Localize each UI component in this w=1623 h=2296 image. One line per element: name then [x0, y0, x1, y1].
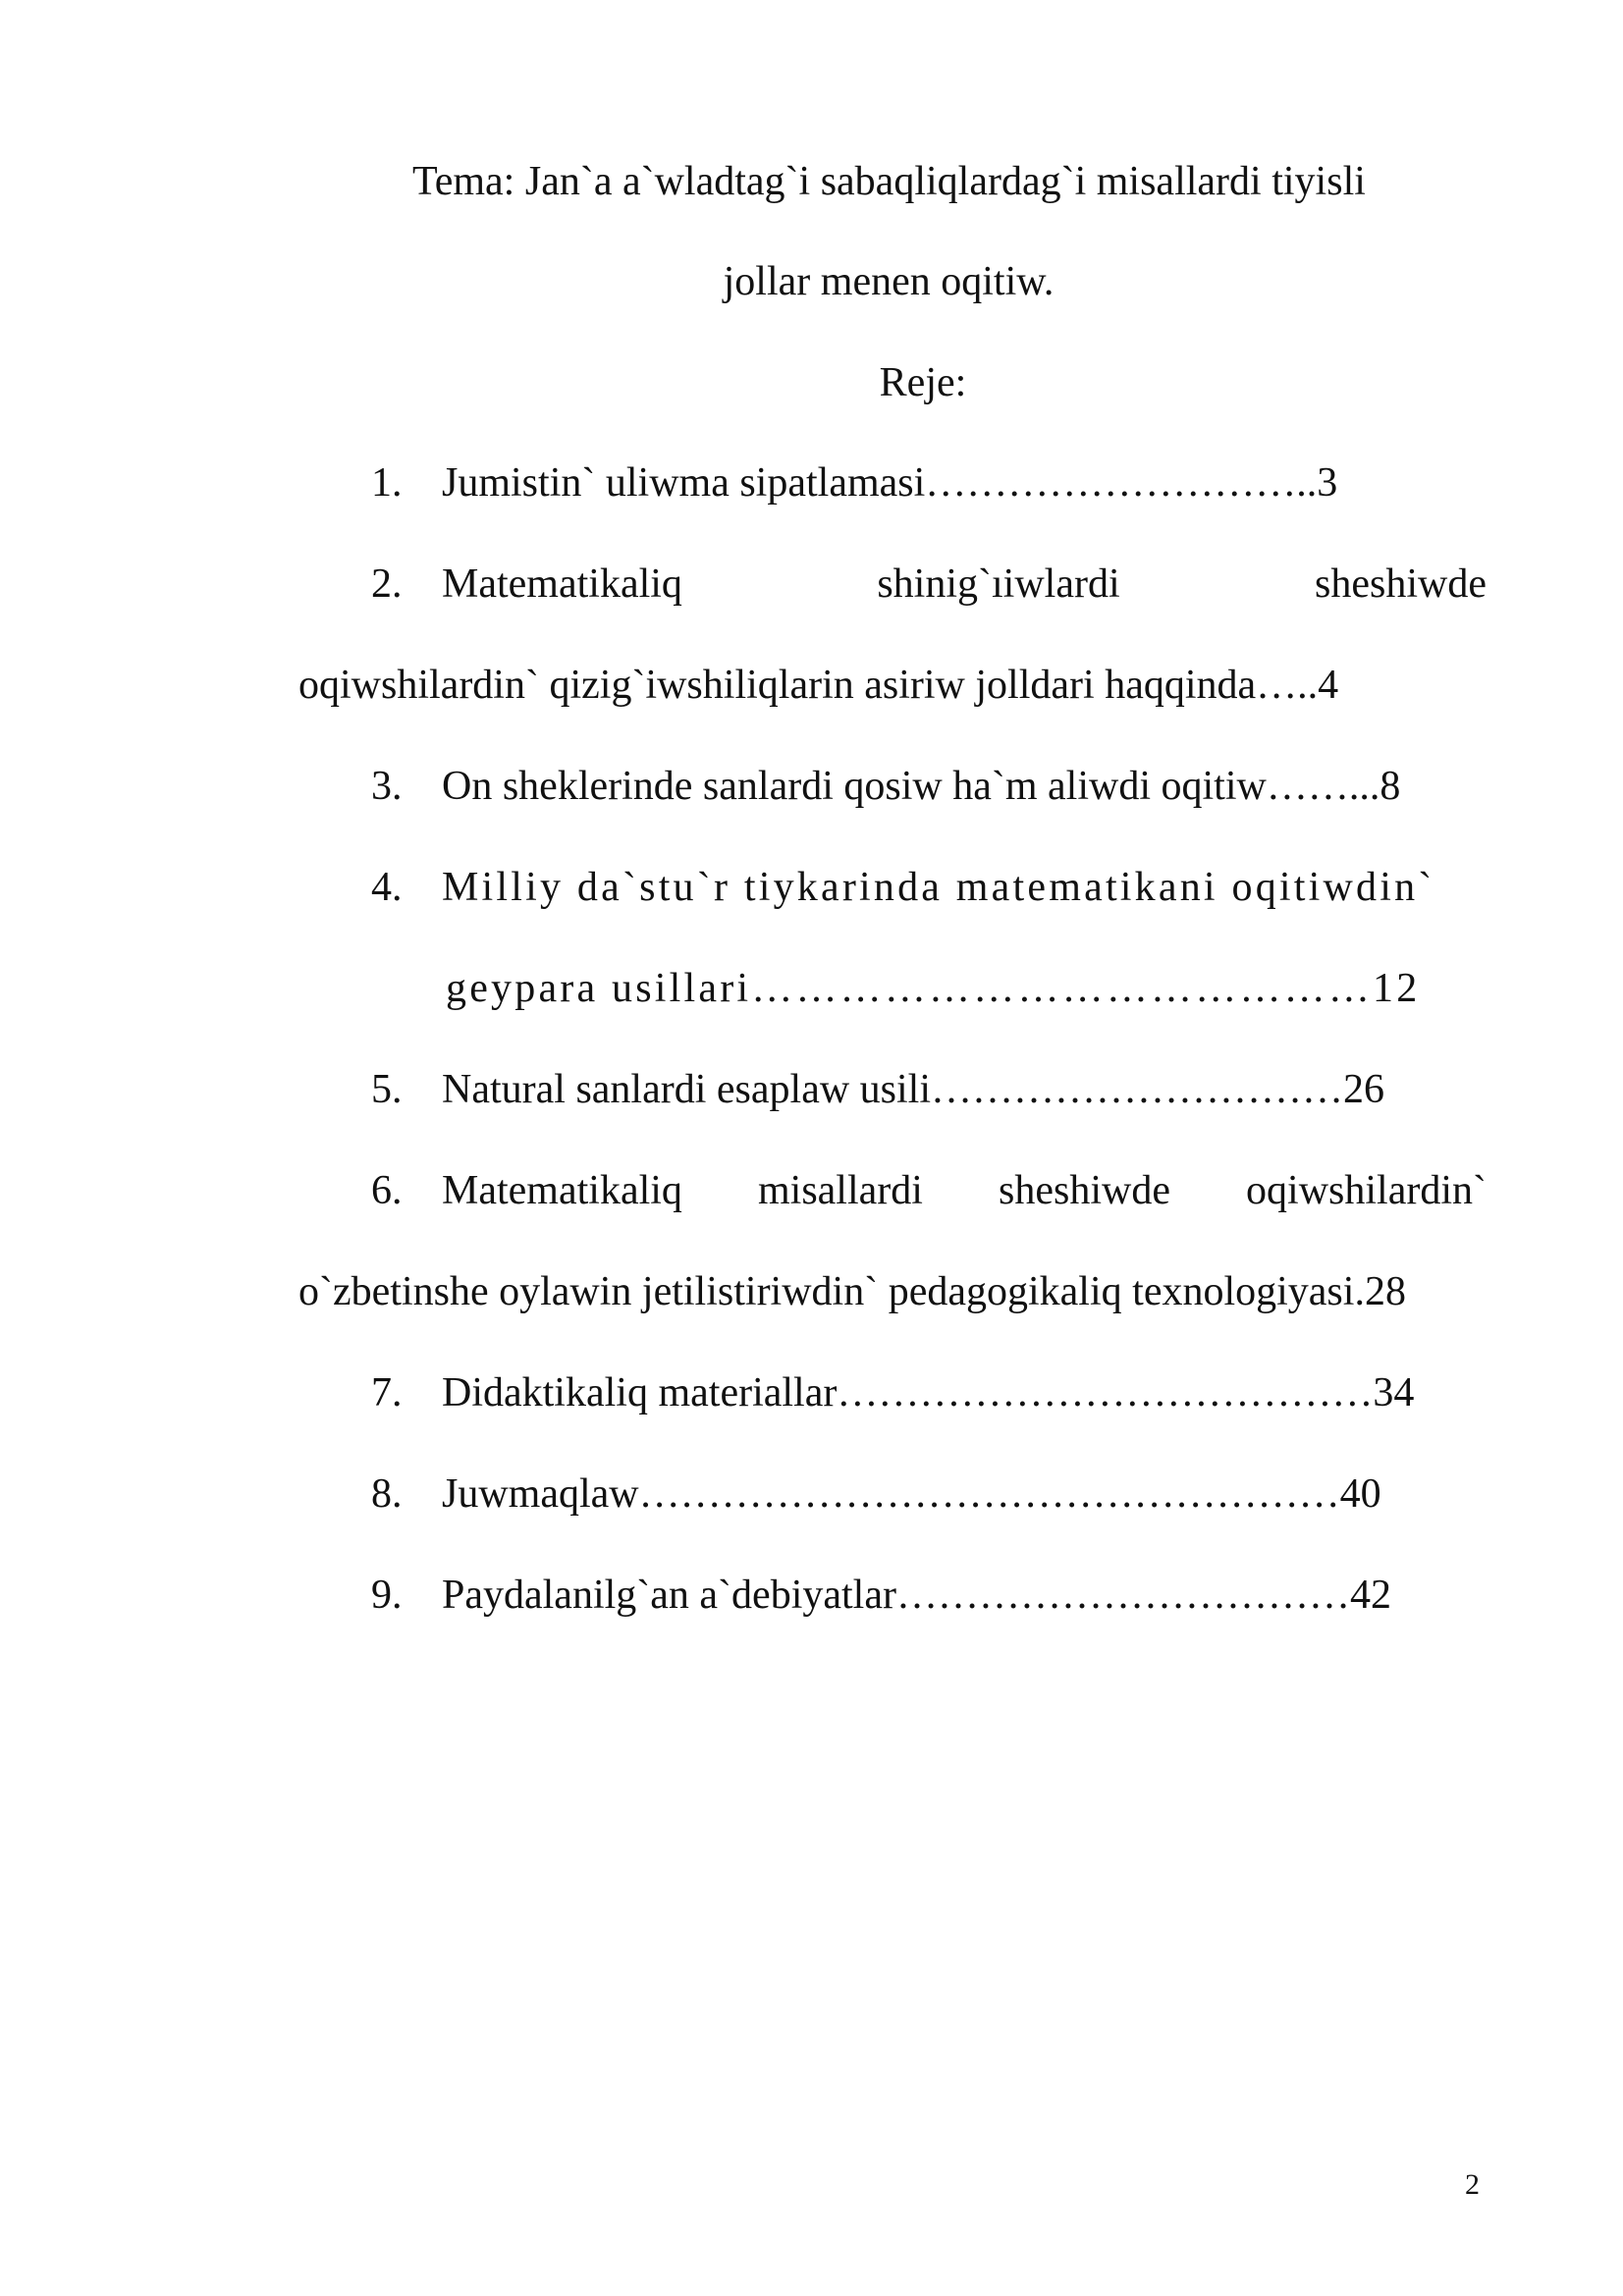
- toc-item-2-line-1: [442, 560, 1487, 609]
- toc-item-9-number: 9.: [371, 1573, 403, 1618]
- toc-item-3-text: On sheklerinde sanlardi qosiw ha`m aliwdi oqitiw……...8: [442, 764, 1401, 809]
- toc-item-8-number: 8.: [371, 1471, 403, 1517]
- document-title-line-2: jollar menen oqitiw.: [723, 259, 1055, 304]
- toc-item-6-word-1: Matematikaliq: [442, 1168, 682, 1213]
- toc-item-5-number: 5.: [371, 1067, 403, 1112]
- reje-heading: Reje:: [879, 360, 967, 405]
- toc-item-3-number: 3.: [371, 764, 403, 809]
- toc-item-4-number: 4.: [371, 865, 403, 910]
- toc-item-2-number: 2.: [371, 561, 403, 607]
- toc-item-6-number: 6.: [371, 1168, 403, 1213]
- toc-item-6-line-1: [442, 1166, 1487, 1215]
- toc-item-9-text: Paydalanilg`an a`debiyatlar……………………………42: [442, 1573, 1391, 1618]
- toc-item-4-line-1: Milliy da`stu`r tiykarinda matematikani oqitiwdin`: [442, 865, 1435, 910]
- toc-item-6-line-2: o`zbetinshe oylawin jetilistiriwdin` pedagogikaliq texnologiyasi.28: [298, 1269, 1406, 1314]
- toc-item-4-line-2: geypara usillari……………………………………12: [446, 966, 1421, 1011]
- toc-item-6-word-3: sheshiwde: [999, 1168, 1170, 1213]
- toc-item-8-text: Juwmaqlaw……………………………………………40: [442, 1471, 1381, 1517]
- toc-item-2-word-2: shinig`ıiwlardi: [877, 561, 1120, 607]
- toc-item-1-text: Jumistin` uliwma sipatlamasi………………………..3: [442, 460, 1338, 506]
- toc-item-6-word-2: misallardi: [757, 1168, 923, 1213]
- toc-item-2-word-3: sheshiwde: [1315, 561, 1487, 607]
- toc-item-7-text: Didaktikaliq materiallar…………………………………34: [442, 1370, 1415, 1415]
- toc-item-5-text: Natural sanlardi esaplaw usili…………………………26: [442, 1067, 1385, 1112]
- page-number: 2: [1465, 2168, 1480, 2201]
- toc-item-7-number: 7.: [371, 1370, 403, 1415]
- toc-item-2-line-2: oqiwshilardin` qizig`iwshiliqlarin asiriw jolldari haqqinda…..4: [298, 663, 1339, 708]
- toc-item-6-word-4: oqiwshilardin`: [1246, 1168, 1487, 1213]
- document-title-line-1: Tema: Jan`a a`wladtag`i sabaqliqlardag`i misallardi tiyisli: [412, 159, 1366, 204]
- toc-item-1-number: 1.: [371, 460, 403, 506]
- toc-item-2-word-1: Matematikaliq: [442, 561, 682, 607]
